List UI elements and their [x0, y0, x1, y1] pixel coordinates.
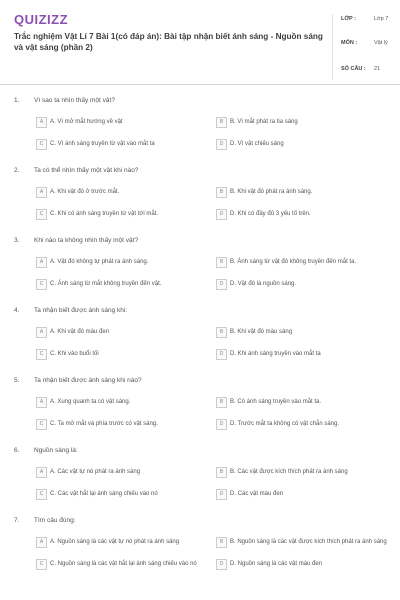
option-c[interactable] [36, 559, 206, 572]
option-d[interactable] [216, 349, 386, 362]
option-b[interactable] [216, 397, 386, 410]
option-a[interactable] [36, 187, 206, 200]
option-letter-box[interactable]: A [36, 257, 47, 268]
option-a[interactable] [36, 467, 206, 480]
question-text: Vì sao ta nhìn thấy một vật? [34, 97, 115, 104]
option-text: D. Vật đó là nguồn sáng. [230, 281, 297, 287]
option-text: C. Vì ánh sáng truyền từ vật vào mắt ta [50, 141, 155, 147]
option-text: C. Các vật hắt lại ánh sáng chiếu vào nó [50, 491, 158, 497]
option-c[interactable] [36, 279, 206, 292]
option-a[interactable] [36, 327, 206, 340]
option-text: A. Xung quanh ta có vật sáng. [50, 399, 131, 405]
option-text: B. Các vật được kích thích phát ra ánh sáng [230, 469, 348, 475]
option-b[interactable] [216, 257, 386, 270]
quizizz-logo[interactable]: QUIZIZZ [14, 12, 69, 27]
option-letter-box[interactable]: D [216, 489, 227, 500]
option-text: D. Vì vật chiếu sáng [230, 141, 284, 147]
option-letter-box[interactable]: C [36, 559, 47, 570]
question-number: 2. [14, 167, 20, 174]
option-text: A. Vật đó không tự phát ra ánh sáng. [50, 259, 149, 265]
option-letter-box[interactable]: B [216, 327, 227, 338]
header-divider [0, 84, 400, 85]
meta-count-value: 21 [374, 66, 381, 72]
option-letter-box[interactable]: D [216, 419, 227, 430]
option-text: A. Khi vật đó ở trước mắt. [50, 189, 120, 195]
option-c[interactable] [36, 419, 206, 432]
meta-subject-label: MÔN : [341, 40, 358, 46]
option-letter-box[interactable]: B [216, 467, 227, 478]
option-a[interactable] [36, 117, 206, 130]
worksheet-header [0, 0, 400, 84]
option-c[interactable] [36, 139, 206, 152]
question-number: 7. [14, 517, 20, 524]
option-text: A. Các vật tự nó phát ra ánh sáng [50, 469, 141, 475]
question-number: 3. [14, 237, 20, 244]
question-text: Ta nhận biết được ánh sáng khi: [34, 307, 128, 314]
option-text: D. Các vật màu đen [230, 491, 284, 497]
option-text: D. Khi có đầy đủ 3 yếu tố trên. [230, 211, 311, 217]
question-text: Nguồn sáng là: [34, 447, 78, 454]
option-letter-box[interactable]: C [36, 419, 47, 430]
option-d[interactable] [216, 559, 386, 572]
option-letter-box[interactable]: D [216, 209, 227, 220]
option-letter-box[interactable]: B [216, 537, 227, 548]
option-letter-box[interactable]: C [36, 489, 47, 500]
option-letter-box[interactable]: D [216, 349, 227, 360]
option-text: C. Ta mở mắt và phía trước có vật sáng. [50, 421, 158, 427]
meta-subject-value: Vật lý [374, 40, 388, 46]
question-text: Ta nhận biết được ánh sáng khi nào? [34, 377, 142, 384]
question-text: Khi nào ta không nhìn thấy một vật? [34, 237, 139, 244]
meta-panel [332, 14, 391, 80]
option-text: B. Khi vật đó phát ra ánh sáng. [230, 189, 313, 195]
option-text: B. Nguồn sáng là các vật được kích thích phát ra ánh sáng [230, 539, 387, 545]
option-text: C. Nguồn sáng là các vật hắt lại ánh sáng chiếu vào nó [50, 561, 197, 567]
option-b[interactable] [216, 187, 386, 200]
option-c[interactable] [36, 209, 206, 222]
option-d[interactable] [216, 279, 386, 292]
option-letter-box[interactable]: B [216, 397, 227, 408]
option-letter-box[interactable]: A [36, 467, 47, 478]
option-letter-box[interactable]: A [36, 397, 47, 408]
option-letter-box[interactable]: D [216, 139, 227, 150]
option-d[interactable] [216, 419, 386, 432]
option-letter-box[interactable]: A [36, 327, 47, 338]
option-letter-box[interactable]: B [216, 257, 227, 268]
option-text: B. Khi vật đó màu sáng [230, 329, 293, 335]
option-letter-box[interactable]: B [216, 117, 227, 128]
option-text: B. Vì mắt phát ra tia sáng [230, 119, 298, 125]
option-text: D. Nguồn sáng là các vật màu đen [230, 561, 323, 567]
option-text: C. Khi có ánh sáng truyền từ vật tới mắt. [50, 211, 158, 217]
question-number: 1. [14, 97, 20, 104]
question-text: Tìm câu đúng: [34, 517, 76, 524]
meta-grade-label: LỚP : [341, 16, 356, 22]
meta-grade-value: Lớp 7 [374, 16, 389, 22]
option-b[interactable] [216, 467, 386, 480]
option-text: B. Có ánh sáng truyền vào mắt ta. [230, 399, 322, 405]
option-letter-box[interactable]: C [36, 139, 47, 150]
option-letter-box[interactable]: A [36, 537, 47, 548]
option-letter-box[interactable]: C [36, 349, 47, 360]
option-a[interactable] [36, 537, 206, 550]
option-b[interactable] [216, 537, 386, 550]
option-letter-box[interactable]: C [36, 279, 47, 290]
question-number: 6. [14, 447, 20, 454]
option-d[interactable] [216, 489, 386, 502]
option-text: C. Khi vào buổi tối [50, 351, 99, 357]
option-letter-box[interactable]: A [36, 187, 47, 198]
question-text: Ta có thể nhìn thấy một vật khi nào? [34, 167, 139, 174]
option-b[interactable] [216, 117, 386, 130]
option-text: A. Nguồn sáng là các vật tự nó phát ra ánh sáng [50, 539, 180, 545]
option-a[interactable] [36, 257, 206, 270]
option-text: A. Khi vật đó màu đen [50, 329, 110, 335]
option-d[interactable] [216, 209, 386, 222]
option-text: B. Ánh sáng từ vật đó không truyền đến mắt ta. [230, 259, 357, 265]
option-a[interactable] [36, 397, 206, 410]
option-d[interactable] [216, 139, 386, 152]
question-number: 4. [14, 307, 20, 314]
option-b[interactable] [216, 327, 386, 340]
option-c[interactable] [36, 349, 206, 362]
option-text: A. Vì mở mắt hướng về vật [50, 119, 123, 125]
option-letter-box[interactable]: B [216, 187, 227, 198]
question-number: 5. [14, 377, 20, 384]
meta-count-label: SỐ CÂU : [341, 66, 366, 72]
option-letter-box[interactable]: C [36, 209, 47, 220]
option-letter-box[interactable]: A [36, 117, 47, 128]
option-letter-box[interactable]: D [216, 279, 227, 290]
option-text: D. Trước mắt ta không có vật chắn sáng. [230, 421, 340, 427]
option-text: D. Khi ánh sáng truyền vào mắt ta [230, 351, 321, 357]
option-c[interactable] [36, 489, 206, 502]
option-text: C. Ánh sáng từ mắt không truyền đến vật. [50, 281, 162, 287]
option-letter-box[interactable]: D [216, 559, 227, 570]
worksheet-title: Trắc nghiệm Vật Lí 7 Bài 1(có đáp án): Bài tập nhận biết ánh sáng - Nguồn sáng và vật sáng (phần 2) [14, 32, 323, 52]
